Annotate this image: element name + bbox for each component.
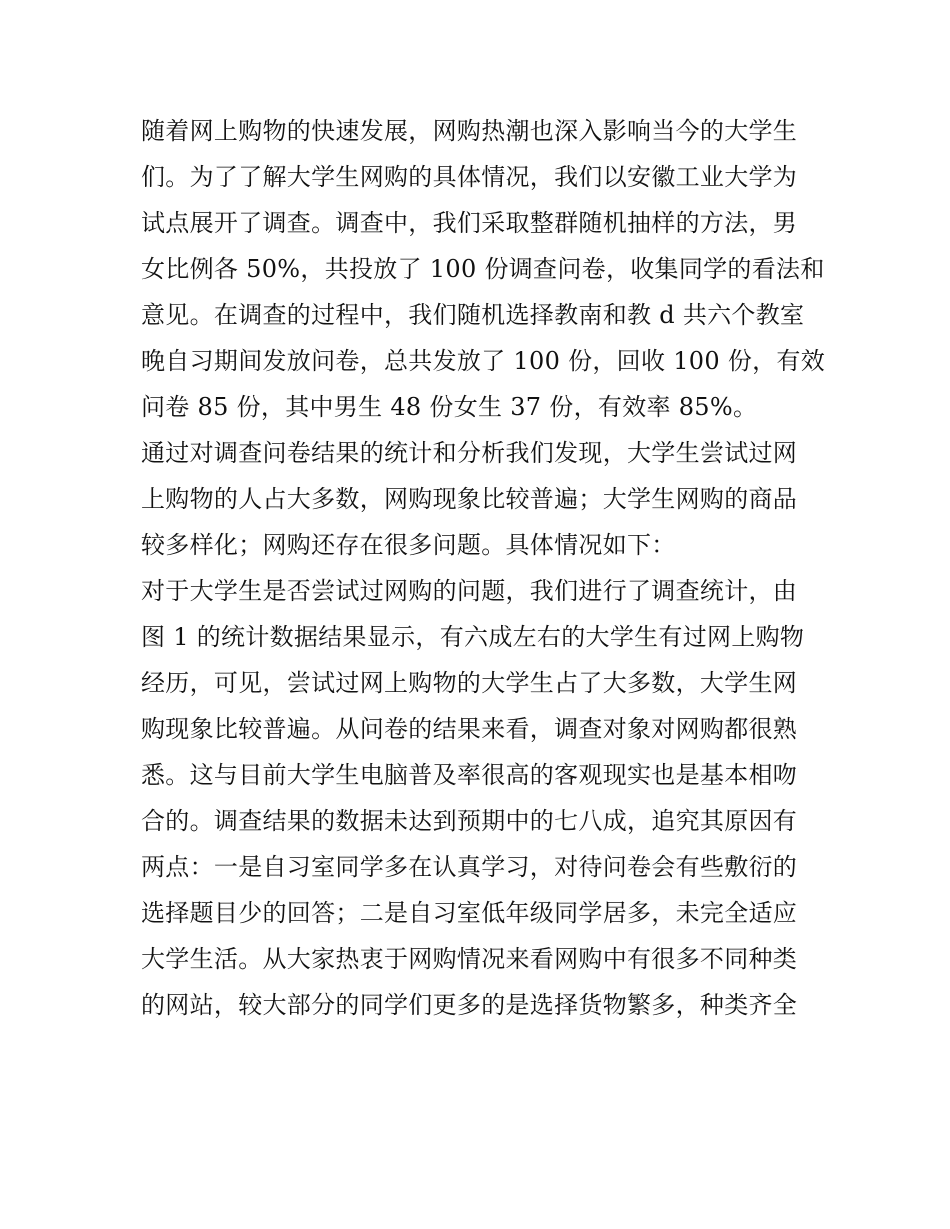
text-line: 的网站，较大部分的同学们更多的是选择货物繁多，种类齐全 — [141, 991, 798, 1019]
text-line: 们。为了了解大学生网购的具体情况，我们以安徽工业大学为 — [141, 163, 798, 191]
text-line: 较多样化；网购还存在很多问题。具体情况如下： — [141, 531, 676, 559]
text-line: 两点：一是自习室同学多在认真学习，对待问卷会有些敷衍的 — [141, 853, 798, 881]
text-line: 通过对调查问卷结果的统计和分析我们发现，大学生尝试过网 — [141, 439, 798, 467]
text-line: 意见。在调查的过程中，我们随机选择教南和教 d 共六个教室 — [141, 301, 805, 329]
body-text — [141, 108, 826, 1028]
text-line: 问卷 85 份，其中男生 48 份女生 37 份，有效率 85%。 — [141, 393, 758, 421]
text-line: 对于大学生是否尝试过网购的问题，我们进行了调查统计，由 — [141, 577, 798, 605]
text-line: 图 1 的统计数据结果显示，有六成左右的大学生有过网上购物 — [141, 623, 805, 651]
text-line: 悉。这与目前大学生电脑普及率很高的客观现实也是基本相吻 — [141, 761, 798, 789]
text-line: 经历，可见，尝试过网上购物的大学生占了大多数，大学生网 — [141, 669, 798, 697]
text-line: 晚自习期间发放问卷，总共发放了 100 份，回收 100 份，有效 — [141, 347, 826, 375]
text-line: 合的。调查结果的数据未达到预期中的七八成，追究其原因有 — [141, 807, 798, 835]
text-line: 选择题目少的回答；二是自习室低年级同学居多，未完全适应 — [141, 899, 798, 927]
text-line: 购现象比较普遍。从问卷的结果来看，调查对象对网购都很熟 — [141, 715, 798, 743]
text-line: 大学生活。从大家热衷于网购情况来看网购中有很多不同种类 — [141, 945, 798, 973]
text-line: 试点展开了调查。调查中，我们采取整群随机抽样的方法，男 — [141, 209, 798, 237]
text-line: 上购物的人占大多数，网购现象比较普遍；大学生网购的商品 — [141, 485, 798, 513]
text-line: 女比例各 50%，共投放了 100 份调查问卷，收集同学的看法和 — [141, 255, 825, 283]
text-line: 随着网上购物的快速发展，网购热潮也深入影响当今的大学生 — [141, 117, 798, 145]
